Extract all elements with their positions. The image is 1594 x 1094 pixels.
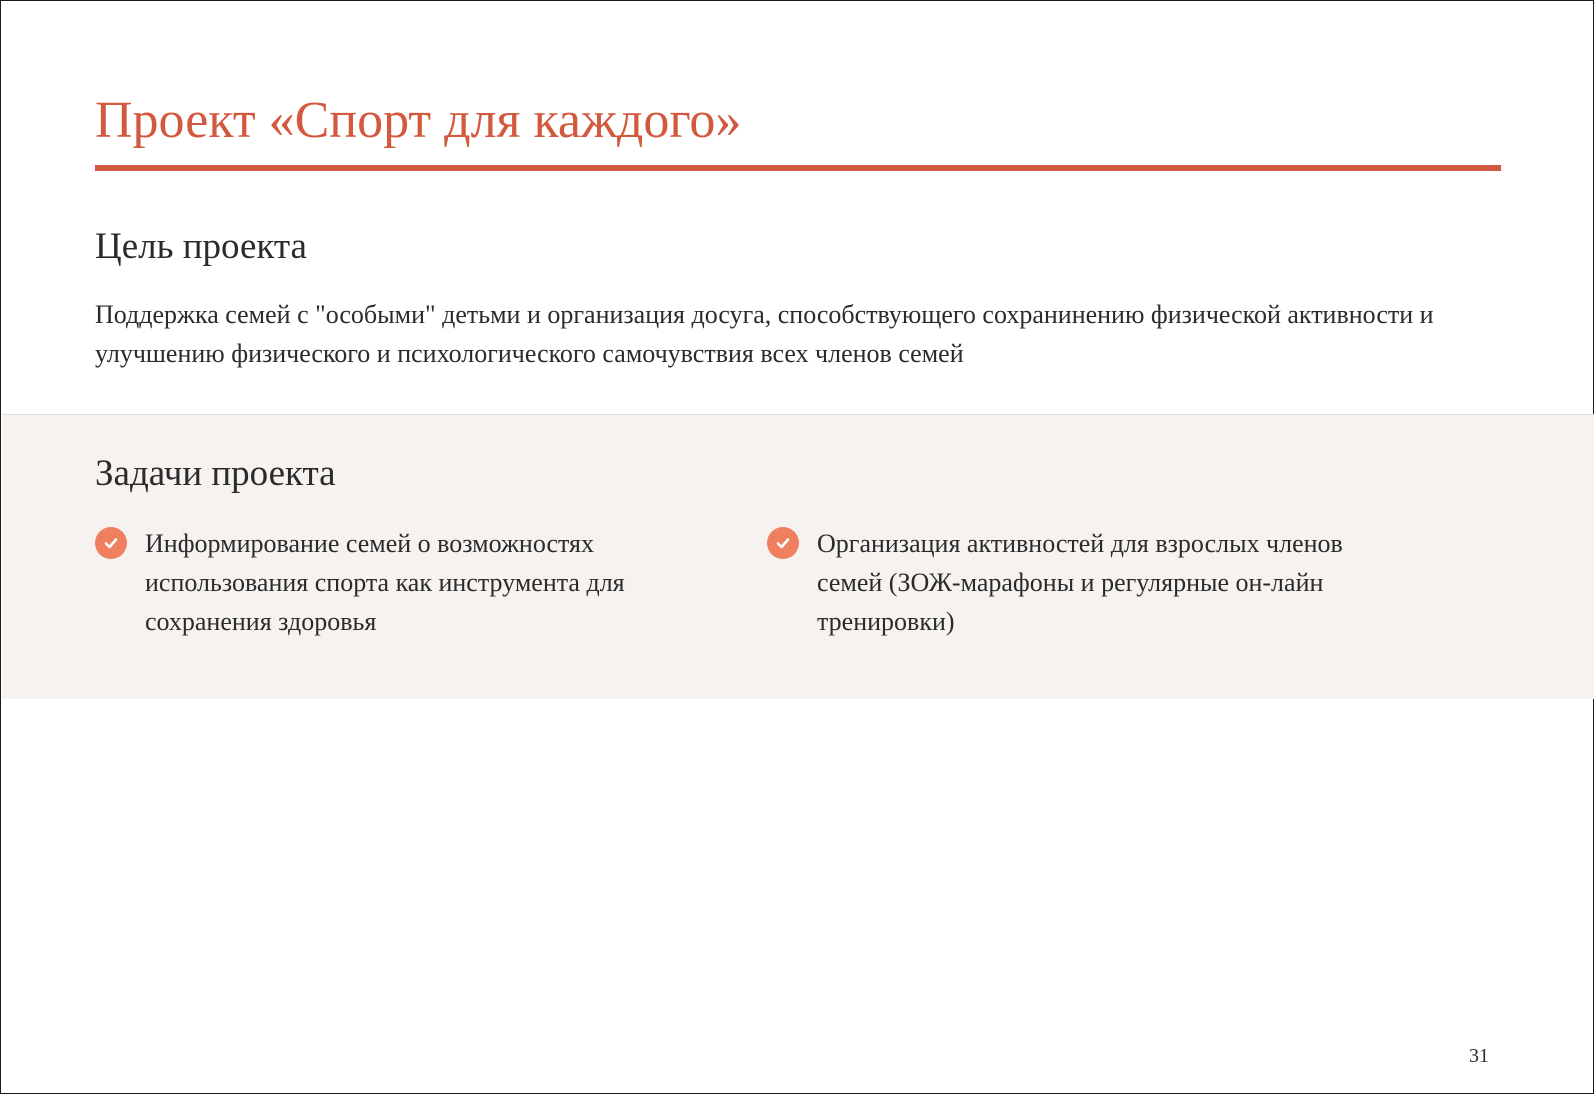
task-item-2 [767, 524, 1407, 641]
slide-title: Проект «Спорт для каждого» [95, 92, 742, 149]
task-item-1 [95, 524, 695, 641]
title-underline [95, 165, 1501, 171]
check-circle-icon [767, 527, 799, 559]
goal-heading: Цель проекта [95, 226, 307, 267]
page-number: 31 [1469, 1045, 1489, 1067]
tasks-heading: Задачи проекта [95, 453, 336, 494]
goal-text: Поддержка семей с "особыми" детьми и организация досуга, способствующего сохранинению физической активности и улучшению физического и психологического самочувствия всех членов семей [95, 300, 1434, 368]
check-circle-icon [95, 527, 127, 559]
task-text-2: Организация активностей для взрослых членов семей (ЗОЖ-марафоны и регулярные он-лайн тренировки) [817, 529, 1343, 636]
task-text-1: Информирование семей о возможностях использования спорта как инструмента для сохранения здоровья [145, 529, 625, 636]
